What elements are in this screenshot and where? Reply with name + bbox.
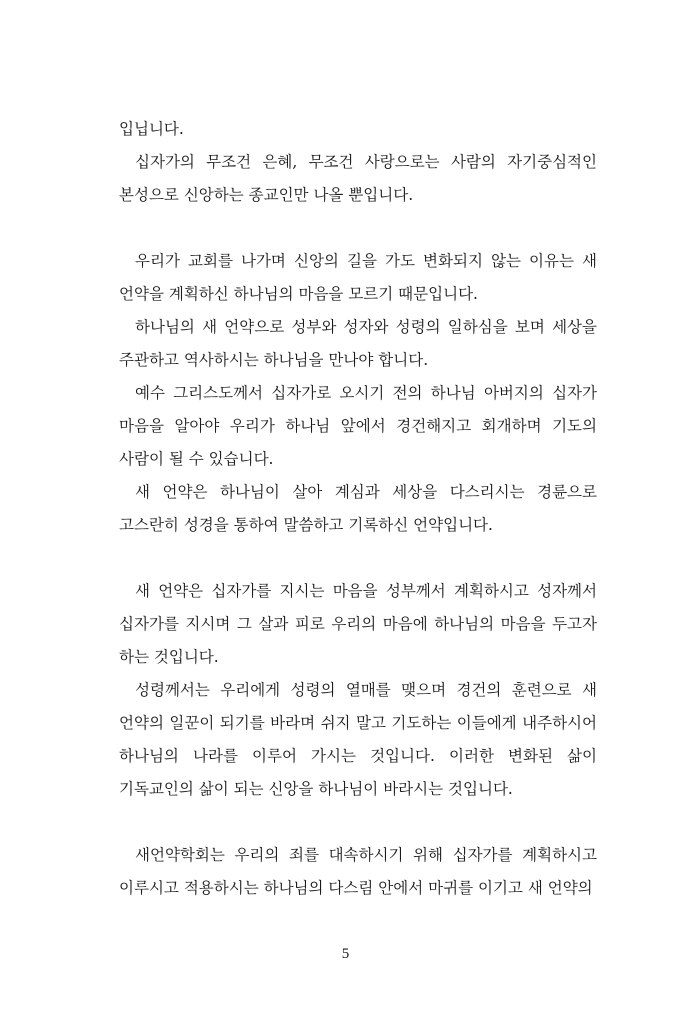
- paragraph: 성령께서는 우리에게 성령의 열매를 맺으며 경건의 훈련으로 새 언약의 일꾼이 되기를 바라며 쉬지 말고 기도하는 이들에게 내주하시어 하나님의 나라를 이루어 가시는 것입니다. 이러한 변화된 삶이 기독교인의 삶이 되는 신앙을 하나님이 바라시는 것입니다.: [119, 681, 597, 798]
- paragraph: 새 언약은 하나님이 살아 계심과 세상을 다스리시는 경륜으로 고스란히 성경을 통하여 말씀하고 기록하신 언약입니다.: [119, 483, 597, 534]
- paragraph-continuation: 입닙니다.: [119, 120, 184, 138]
- paragraph-gap: [119, 212, 597, 245]
- paragraph: 십자가의 무조건 은혜, 무조건 사랑으로는 사람의 자기중심적인 본성으로 신앙하는 종교인만 나올 뿐입니다.: [119, 153, 597, 204]
- paragraph: 우리가 교회를 나가며 신앙의 길을 가도 변화되지 않는 이유는 새 언약을 계획하신 하나님의 마음을 모르기 때문입니다.: [119, 252, 597, 303]
- paragraph: 하나님의 새 언약으로 성부와 성자와 성령의 일하심을 보며 세상을 주관하고 역사하시는 하나님을 만나야 합니다.: [119, 318, 597, 369]
- page-number: 5: [341, 946, 350, 962]
- paragraph: 새언약학회는 우리의 죄를 대속하시기 위해 십자가를 계획하시고 이루시고 적용하시는 하나님의 다스림 안에서 마귀를 이기고 새 언약의: [119, 846, 597, 897]
- body-text: [119, 113, 597, 905]
- paragraph: 새 언약은 십자가를 지시는 마음을 성부께서 계획하시고 성자께서 십자가를 지시며 그 살과 피로 우리의 마음에 하나님의 마음을 두고자 하는 것입니다.: [119, 582, 597, 666]
- paragraph-gap: [119, 806, 597, 839]
- paragraph: 예수 그리스도께서 십자가로 오시기 전의 하나님 아버지의 십자가 마음을 알아야 우리가 하나님 앞에서 경건해지고 회개하며 기도의 사람이 될 수 있습니다.: [119, 384, 597, 468]
- paragraph-gap: [119, 542, 597, 575]
